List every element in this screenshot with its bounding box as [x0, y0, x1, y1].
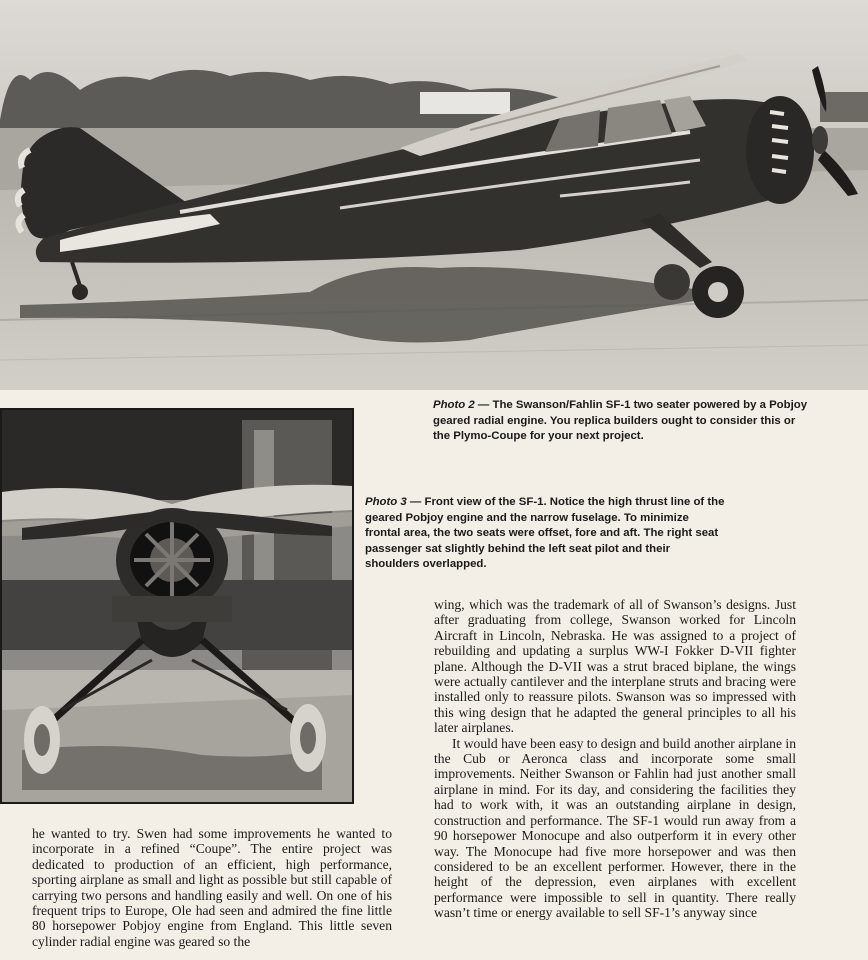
photo-3-sf1-front-view [0, 408, 354, 804]
right-paragraph-1: wing, which was the trademark of all of Swanson’s designs. Just after graduating from college, Swanson worked for Lincoln Aircraft in Lincoln, Nebraska. He was assigned to a project of rebuilding and updating a surplus WW-I Fokker D-VII fighter plane. Although the D-VII was a strut braced biplane, the wings were actually cantilever and the interplane struts and bracing were installed only to reassure pilots. Swanson was so impressed with this wing design that he adapted the general principles to all his later airplanes. [434, 597, 796, 736]
photo-3-caption-text: — Front view of the SF-1. Notice the high thrust line of the geared Pobjoy engine and the narrow fuselage. To minimize frontal area, the two seats were offset, fore and aft. The right seat passenger sat slightly behind the left seat pilot and their shoulders overlapped. [365, 496, 725, 570]
photo-2-caption-lead: Photo 2 [433, 399, 475, 411]
article-right-column [434, 597, 796, 921]
photo-3-caption [365, 495, 725, 573]
photo-3-caption-lead: Photo 3 [365, 496, 407, 508]
right-paragraph-2: It would have been easy to design and build another airplane in the Cub or Aeronca class and incorporate some small improvements. Neither Swanson or Fahlin had just another small airplane in mind. For its day, and considering the facilities they had to work with, it was an outstanding airplane in design, construction and performance. The SF-1 would run away from a 90 horsepower Monocupe and also outperform it in every other way. The Monocupe had five more horsepower and was then considered to be an excellent performer. However, there in the height of the depression, even airplanes with excellent performance were impossible to sell in quantity. There really wasn’t time or energy available to sell SF-1’s anyway since [434, 735, 796, 921]
photo-2-caption-text: — The Swanson/Fahlin SF-1 two seater powered by a Pobjoy geared radial engine. You replica builders ought to consider this or the Plymo-Coupe for your next project. [433, 399, 808, 442]
photo-2-sf1-side-view [0, 0, 868, 390]
article-left-column [32, 826, 392, 949]
left-paragraph-1: he wanted to try. Swen had some improvements he wanted to incorporate in a refined “Coupe”. The entire project was dedicated to production of an efficient, high performance, sporting airplane as small and light as possible but still capable of carrying two persons and handling easily and well. On one of his frequent trips to Europe, Ole had seen and admired the fine little 80 horsepower Pobjoy engine from England. This little seven cylinder radial engine was geared so the [32, 826, 392, 949]
photo-2-caption [433, 398, 815, 445]
